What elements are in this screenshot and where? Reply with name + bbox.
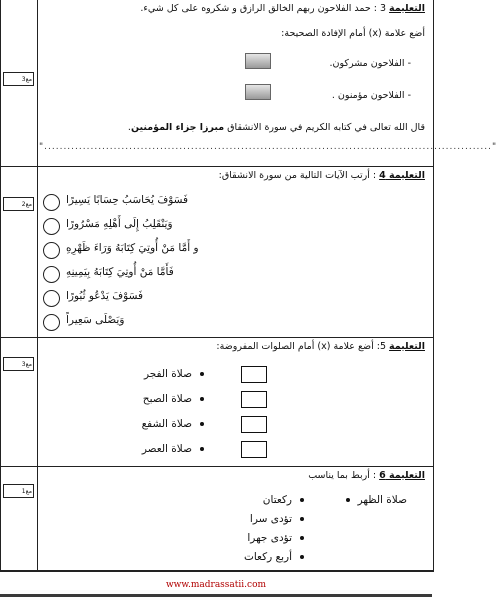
section-3	[1, 0, 497, 167]
score-column	[1, 167, 38, 337]
section-5	[1, 338, 433, 467]
prayer-shaf: صلاة الشفع	[142, 418, 204, 430]
order-circle-3[interactable]	[43, 242, 60, 259]
prayer-subh: صلاة الصبح	[143, 393, 204, 405]
match-left-zuhr: صلاة الظهر	[346, 494, 407, 506]
verse-4: فَأَمَّا مَنْ أُوتِيَ كِتَابَهُ بِيَمِينِهِ	[66, 266, 174, 278]
match-option-4: أربع ركعات	[244, 551, 304, 563]
answer-box-mushrikun[interactable]	[245, 53, 271, 69]
footer-website[interactable]: www.madrassatii.com	[165, 580, 267, 590]
order-circle-2[interactable]	[43, 218, 60, 235]
score-column	[1, 467, 38, 570]
score-box-3: مع3	[3, 72, 34, 86]
match-option-2: تؤدى سرا	[250, 513, 304, 525]
verse-3: و أَمَّا مَنْ أُوتِيَ كِتَابَهُ وَرَاءَ ظَهْرِهِ	[66, 242, 199, 254]
score-column	[1, 0, 38, 166]
instruction-4-title: التعليمة 4 : أرتب الآيات التالية من سورة الانشقاق:	[218, 170, 425, 181]
match-option-3: تؤدى جهرا	[247, 532, 304, 544]
option-mushrikun: - الفلاحون مشركون.	[329, 58, 411, 69]
instruction-3-task: أضع علامة (x) أمام الإفادة الصحيحة:	[281, 28, 425, 39]
checkbox-asr[interactable]	[241, 441, 267, 458]
checkbox-subh[interactable]	[241, 391, 267, 408]
match-option-1: ركعتان	[263, 494, 304, 506]
checkbox-shaf[interactable]	[241, 416, 267, 433]
answer-box-muminun[interactable]	[245, 84, 271, 100]
quran-quote-intro: قال الله تعالى في كتابه الكريم في سورة الانشقاق مبرزا جزاء المؤمنين.	[127, 122, 425, 133]
order-circle-5[interactable]	[43, 290, 60, 307]
section-4	[1, 167, 433, 338]
footer-bar	[0, 594, 432, 597]
instruction-5-title: التعليمة 5: أضع علامة (x) أمام الصلوات المفروضة:	[216, 341, 425, 352]
score-column	[1, 338, 38, 466]
score-box-6: مع1	[3, 484, 34, 498]
verse-2: وَيَنْقَلِبُ إِلَى أَهْلِهِ مَسْرُورًا	[66, 218, 173, 230]
verse-6: وَيَصْلَى سَعِيراً	[66, 314, 125, 326]
score-box-4: مع2	[3, 197, 34, 211]
prayer-asr: صلاة العصر	[142, 443, 204, 455]
order-circle-4[interactable]	[43, 266, 60, 283]
section-6	[1, 467, 433, 571]
answer-dots-line[interactable]: "...................................................................................................................."	[39, 142, 497, 152]
order-circle-1[interactable]	[43, 194, 60, 211]
option-muminun: - الفلاحون مؤمنون .	[331, 90, 411, 101]
prayer-fajr: صلاة الفجر	[144, 368, 204, 380]
verse-5: فَسَوْفَ يَدْعُو ثُبُورًا	[66, 290, 143, 302]
score-box-5: مع3	[3, 357, 34, 371]
instruction-3-title: التعليمة 3 : حمد الفلاحون ربهم الخالق الرازق و شكروه على كل شيء.	[140, 3, 425, 14]
checkbox-fajr[interactable]	[241, 366, 267, 383]
instruction-6-title: التعليمة 6 : أربط بما يناسب	[308, 470, 425, 481]
order-circle-6[interactable]	[43, 314, 60, 331]
verse-1: فَسَوْفَ يُحَاسَبُ حِسَابًا يَسِيرًا	[66, 194, 189, 206]
